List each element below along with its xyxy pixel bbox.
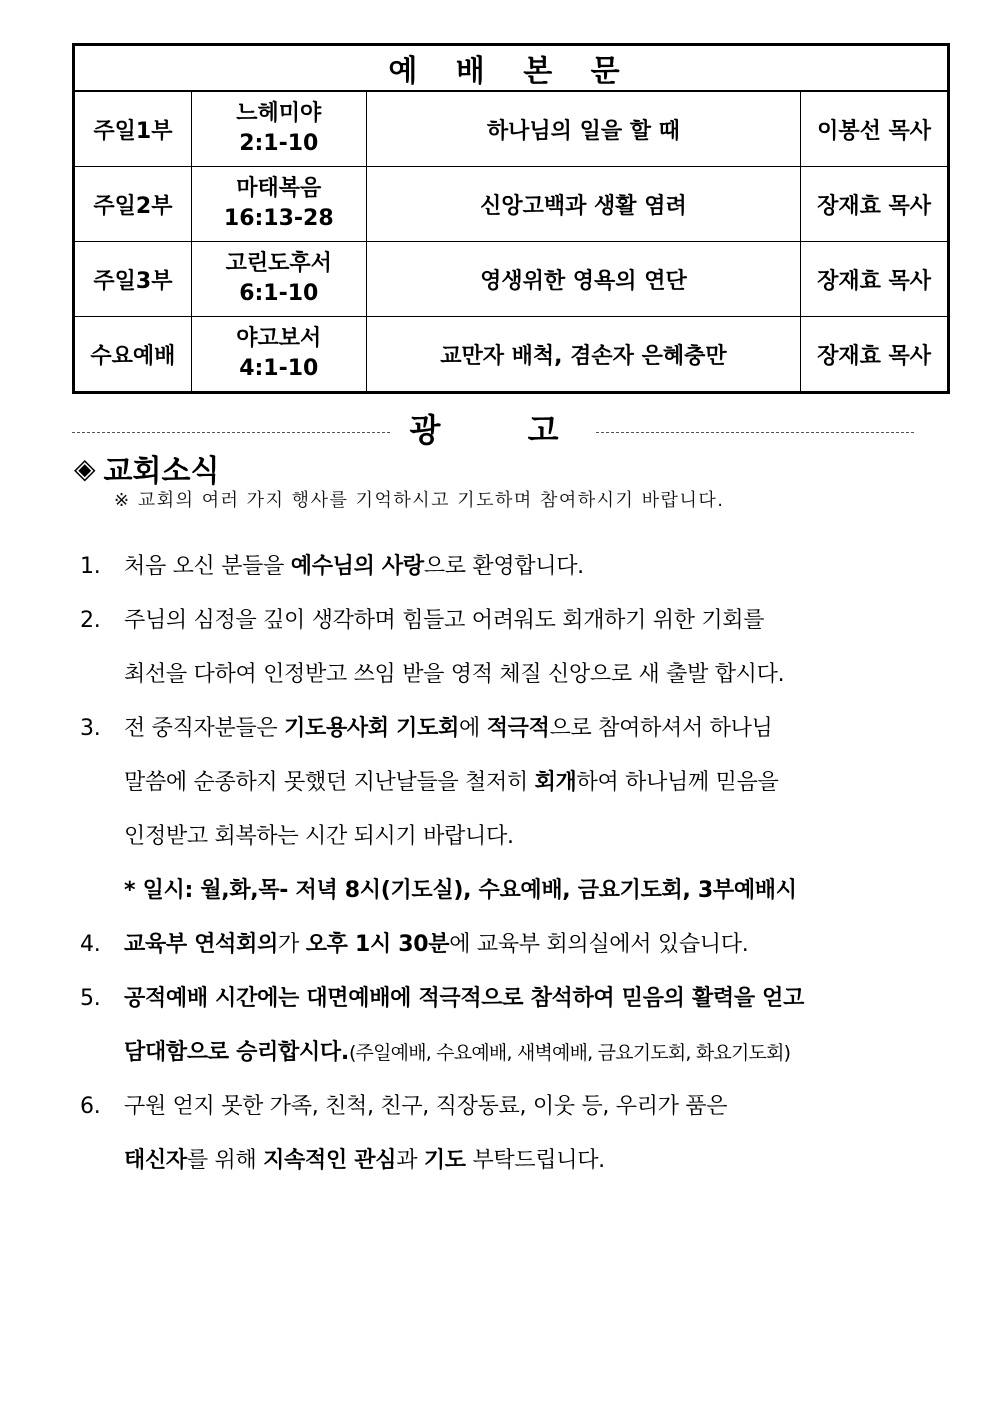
item-emphasis: 담대함으로 승리합시다. xyxy=(124,1040,349,1065)
scripture-cell xyxy=(191,91,366,167)
item-text: 하여 하나님께 믿음을 xyxy=(576,770,779,795)
service-cell: 주일1부 xyxy=(74,91,192,167)
preacher-cell: 장재효 목사 xyxy=(801,242,949,317)
item-number: 5. xyxy=(80,986,101,1011)
dashed-line-left xyxy=(72,432,390,433)
item-text: 으로 환영합니다. xyxy=(423,554,584,579)
list-item xyxy=(80,1080,900,1134)
scripture-cell xyxy=(191,317,366,393)
service-cell: 주일2부 xyxy=(74,167,192,242)
scripture-book: 야고보서 xyxy=(236,326,322,351)
sermon-table xyxy=(72,43,950,394)
table-row xyxy=(74,242,949,317)
item-text: 말씀에 순종하지 못했던 지난날들을 철저히 xyxy=(124,770,535,795)
list-item xyxy=(80,972,900,1026)
item-number: 3. xyxy=(80,716,101,741)
item-number: 2. xyxy=(80,608,101,633)
preacher-cell: 이봉선 목사 xyxy=(801,91,949,167)
announcement-title: 광 고 xyxy=(409,411,597,449)
item-emphasis: 오후 1시 30분 xyxy=(305,932,450,957)
item-number: 1. xyxy=(80,554,101,579)
item-text: 처음 오신 분들을 xyxy=(124,554,291,579)
sermon-title-cell: 영생위한 영욕의 연단 xyxy=(366,242,800,317)
item-emphasis: 태신자 xyxy=(124,1148,187,1173)
dashed-line-right xyxy=(596,432,914,433)
item-emphasis: 적극적 xyxy=(486,716,550,741)
scripture-cell xyxy=(191,167,366,242)
scripture-cell xyxy=(191,242,366,317)
scripture-verse: 16:13-28 xyxy=(223,206,334,231)
item-text: 를 위해 xyxy=(186,1148,264,1173)
service-cell: 주일3부 xyxy=(74,242,192,317)
diamond-bullet-icon: ◈ xyxy=(74,451,96,485)
table-row xyxy=(74,317,949,393)
sermon-title-cell: 하나님의 일을 할 때 xyxy=(366,91,800,167)
sermon-title-cell: 교만자 배척, 겸손자 은혜충만 xyxy=(366,317,800,393)
item-number: 4. xyxy=(80,932,101,957)
church-news-note: ※ 교회의 여러 가지 행사를 기억하시고 기도하며 참여하시기 바랍니다. xyxy=(114,490,725,511)
church-news-heading xyxy=(74,446,219,490)
item-text: 가 xyxy=(278,932,306,957)
sermon-table-header: 예 배 본 문 xyxy=(74,45,949,92)
list-item xyxy=(80,594,900,648)
list-item-continuation: 인정받고 회복하는 시간 되시기 바랍니다. xyxy=(124,824,514,849)
list-item xyxy=(80,918,900,972)
scripture-book: 고린도후서 xyxy=(225,251,332,276)
item-text: (주일예배, 수요예배, 새벽예배, 금요기도회, 화요기도회) xyxy=(348,1042,791,1064)
scripture-book: 느헤미야 xyxy=(236,101,322,126)
scripture-verse: 6:1-10 xyxy=(239,281,319,306)
item-emphasis: 지속적인 관심 xyxy=(263,1148,397,1173)
church-news-title: 교회소식 xyxy=(103,454,220,489)
table-row xyxy=(74,167,949,242)
item-text: 주님의 심정을 깊이 생각하며 힘들고 어려워도 회개하기 위한 기회를 xyxy=(124,608,765,633)
list-item xyxy=(80,702,900,756)
item-emphasis: 기도 xyxy=(423,1148,466,1173)
item-emphasis: 공적예배 시간에는 대면예배에 적극적으로 참석하여 믿음의 활력을 얻고 xyxy=(124,986,805,1011)
prayer-schedule xyxy=(80,864,900,918)
item-text: 으로 참여하셔서 하나님 xyxy=(549,716,773,741)
announcement-list xyxy=(80,540,900,1188)
scripture-book: 마태복음 xyxy=(236,176,322,201)
scripture-verse: 2:1-10 xyxy=(239,131,319,156)
item-emphasis: 교육부 연석회의 xyxy=(124,932,279,957)
item-emphasis: 예수님의 사랑 xyxy=(290,554,424,579)
item-text: 에 교육부 회의실에서 있습니다. xyxy=(449,932,749,957)
item-text: 부탁드립니다. xyxy=(465,1148,605,1173)
item-text: 전 중직자분들은 xyxy=(124,716,285,741)
list-item xyxy=(80,540,900,594)
sermon-title-cell: 신앙고백과 생활 염려 xyxy=(366,167,800,242)
service-cell: 수요예배 xyxy=(74,317,192,393)
item-text: 구원 얻지 못한 가족, 친척, 친구, 직장동료, 이웃 등, 우리가 품은 xyxy=(124,1094,728,1119)
list-item-continuation: 최선을 다하여 인정받고 쓰임 받을 영적 체질 신앙으로 새 출발 합시다. xyxy=(124,662,785,687)
preacher-cell: 장재효 목사 xyxy=(801,317,949,393)
list-item-continuation xyxy=(80,1026,900,1080)
item-emphasis: 기도용사회 기도회 xyxy=(284,716,460,741)
table-row xyxy=(74,91,949,167)
item-number: 6. xyxy=(80,1094,101,1119)
schedule-text: * 일시: 월,화,목- 저녁 8시(기도실), 수요예배, 금요기도회, 3부예배시 xyxy=(124,878,797,903)
preacher-cell: 장재효 목사 xyxy=(801,167,949,242)
scripture-verse: 4:1-10 xyxy=(239,356,319,381)
list-item-continuation xyxy=(80,1134,900,1188)
item-text: 과 xyxy=(396,1148,424,1173)
list-item-continuation xyxy=(80,756,900,810)
item-text: 에 xyxy=(459,716,487,741)
item-emphasis: 회개 xyxy=(534,770,577,795)
